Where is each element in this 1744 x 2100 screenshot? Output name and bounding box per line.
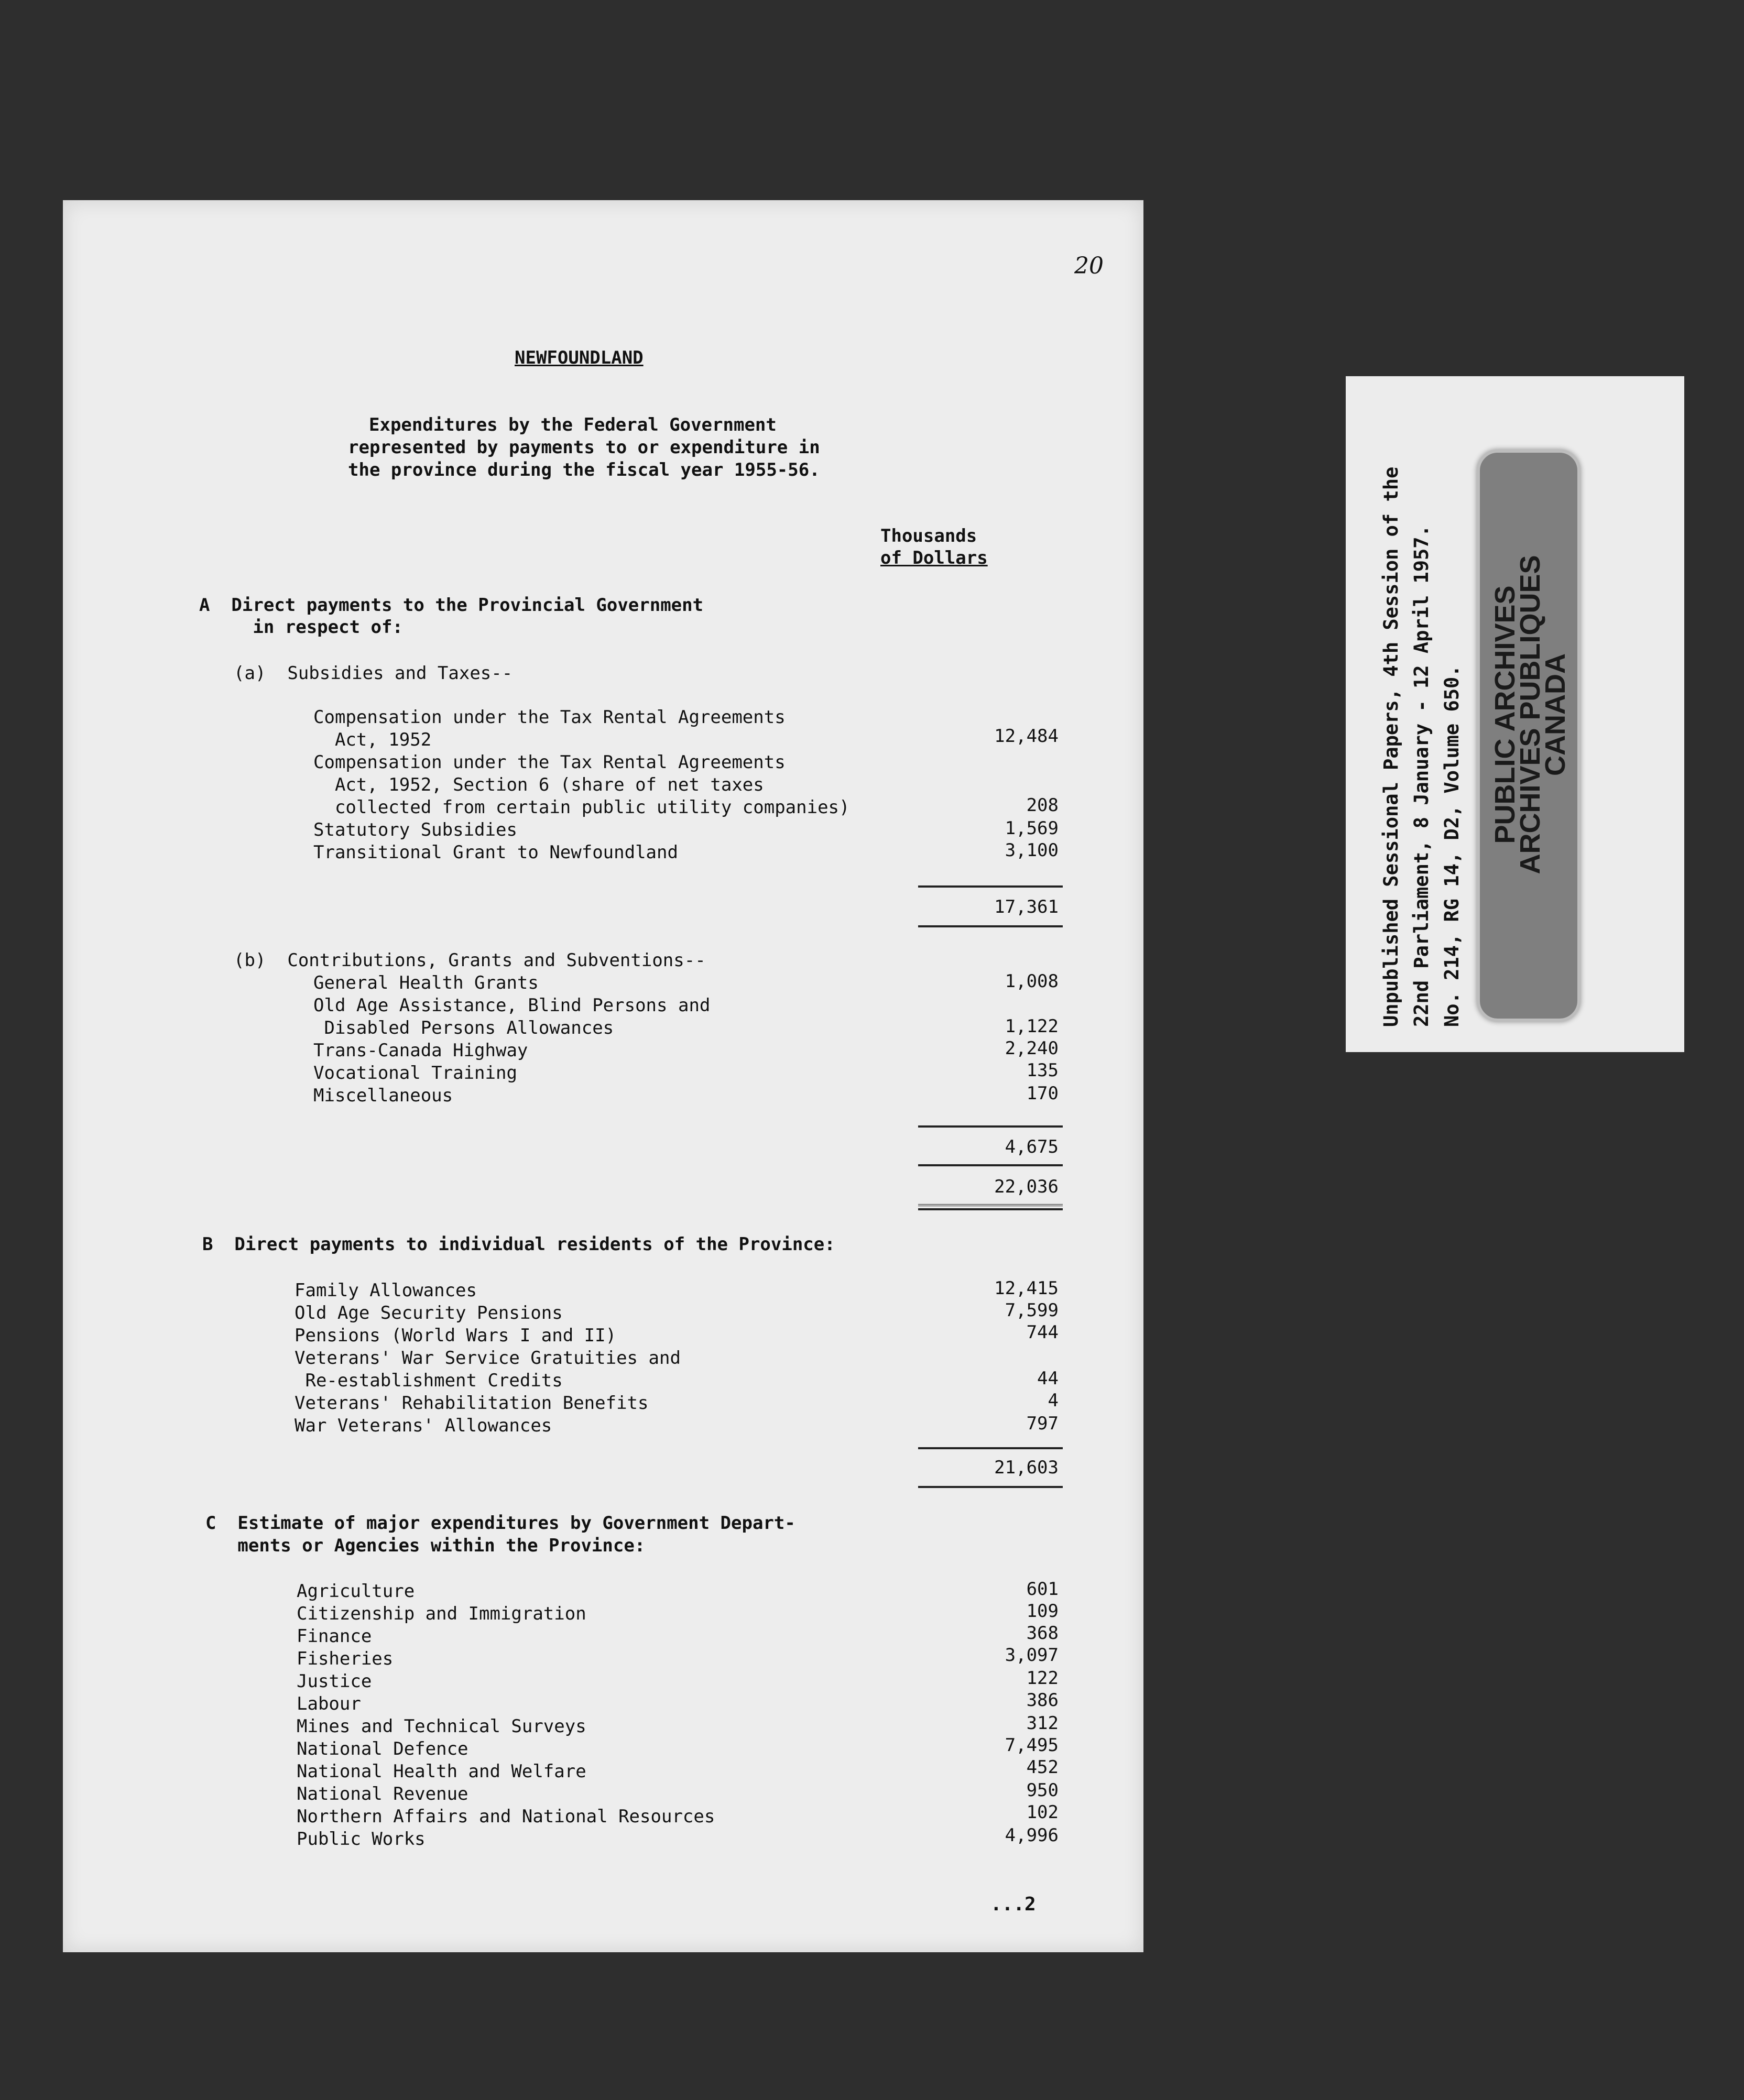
sc-item-8: National Defence [297,1738,468,1759]
a-subtotal-underline [918,925,1063,927]
b-item-3-line-1: Trans-Canada Highway [313,1040,528,1061]
section-b-total-rule [918,1447,1063,1449]
sb-item-5-value: 4 [1048,1390,1059,1411]
column-header-line-1: Thousands [880,526,977,546]
a-item-1-value: 12,484 [994,726,1059,747]
sc-item-12: Public Works [297,1829,426,1850]
a-item-4-line-1: Transitional Grant to Newfoundland [313,842,678,863]
sb-item-4-line-2: Re-establishment Credits [295,1370,563,1391]
a-item-3-value: 1,569 [1005,818,1059,839]
b-item-2-line-1: Old Age Assistance, Blind Persons and [313,995,711,1016]
sc-item-9-value: 452 [1026,1757,1059,1778]
a-subtotal-rule [918,885,1063,888]
page-number: 20 [1074,253,1104,279]
sc-item-10: National Revenue [297,1784,468,1804]
section-a-total-double-rule [918,1204,1063,1210]
a-item-2-line-3: collected from certain public utility companies) [313,797,850,818]
a-item-1-line-1: Compensation under the Tax Rental Agreements [313,707,786,728]
document-page [63,200,1143,1952]
sb-item-1-line-1: Family Allowances [295,1280,477,1301]
section-a-total-value: 22,036 [994,1176,1059,1197]
continued-marker: ...2 [990,1894,1036,1915]
sc-item-12-value: 4,996 [1005,1825,1059,1846]
sc-item-9: National Health and Welfare [297,1761,586,1782]
sc-item-11-value: 102 [1026,1802,1059,1823]
a-item-3-line-1: Statutory Subsidies [313,819,517,840]
section-b-total-value: 21,603 [994,1457,1059,1478]
b-item-3-value: 2,240 [1005,1038,1059,1059]
b-item-2-value: 1,122 [1005,1016,1059,1037]
sc-item-2-value: 109 [1026,1601,1059,1622]
sc-item-4-value: 3,097 [1005,1645,1059,1666]
sb-item-2-value: 7,599 [1005,1300,1059,1321]
b-item-5-value: 170 [1026,1083,1059,1104]
sb-item-6-value: 797 [1026,1413,1059,1434]
stamp-line-1: PUBLIC ARCHIVES [1489,585,1521,844]
stamp-line-2: ARCHIVES PUBLIQUES [1514,555,1546,874]
sb-item-3-line-1: Pensions (World Wars I and II) [295,1325,617,1346]
b-item-1-line-1: General Health Grants [313,972,539,993]
archive-caption [1376,377,1467,1027]
sc-item-7: Mines and Technical Surveys [297,1716,586,1737]
a-item-2-line-1: Compensation under the Tax Rental Agreements [313,752,786,773]
section-a-a-label: (a) Subsidies and Taxes-- [234,663,513,684]
section-a-heading-2: in respect of: [199,617,403,638]
sc-item-1: Agriculture [297,1581,415,1602]
archive-label [1346,376,1684,1052]
sc-item-7-value: 312 [1026,1713,1059,1734]
a-item-2-line-2: Act, 1952, Section 6 (share of net taxes [313,774,764,795]
sb-item-3-value: 744 [1026,1322,1059,1343]
sc-item-5: Justice [297,1671,372,1692]
section-c-heading-2: ments or Agencies within the Province: [205,1535,646,1556]
section-b-heading: B Direct payments to individual residents of the Province: [202,1234,835,1255]
archive-caption-line-1: Unpublished Sessional Papers, 4th Session of the [1380,466,1402,1027]
sc-item-5-value: 122 [1026,1668,1059,1689]
sb-item-1-value: 12,415 [994,1278,1059,1299]
sb-item-4-value: 44 [1037,1368,1059,1389]
sc-item-6: Labour [297,1693,361,1714]
section-c-heading-1: C Estimate of major expenditures by Government Depart- [205,1513,795,1534]
a-item-1-line-2: Act, 1952 [313,729,432,750]
a-item-4-value: 3,100 [1005,840,1059,861]
a-item-2-value: 208 [1026,795,1059,816]
sb-item-4-line-1: Veterans' War Service Gratuities and [295,1348,681,1369]
sc-item-3-value: 368 [1026,1623,1059,1644]
a-subtotal-value: 17,361 [994,896,1059,917]
section-a-heading-1: A Direct payments to the Provincial Government [199,595,704,616]
b-subtotal-underline [918,1164,1063,1166]
archives-stamp-text [1489,537,1571,893]
stamp-line-3: CANADA [1540,653,1571,776]
document-title: NEWFOUNDLAND [515,347,644,368]
subtitle-line-2: represented by payments to or expenditure in [348,437,820,458]
sc-item-4: Fisheries [297,1648,394,1669]
sc-item-2: Citizenship and Immigration [297,1603,586,1624]
sc-item-10-value: 950 [1026,1780,1059,1801]
section-b-total-underline [918,1486,1063,1488]
b-item-1-value: 1,008 [1005,971,1059,992]
sb-item-2-line-1: Old Age Security Pensions [295,1303,563,1324]
sc-item-6-value: 386 [1026,1690,1059,1711]
archive-caption-line-3: No. 214, RG 14, D2, Volume 650. [1441,665,1463,1027]
section-a-b-label: (b) Contributions, Grants and Subventions-- [234,950,706,971]
column-header-line-2: of Dollars [880,548,988,568]
archives-stamp [1477,450,1580,1022]
sc-item-11: Northern Affairs and National Resources [297,1806,715,1827]
sb-item-5-line-1: Veterans' Rehabilitation Benefits [295,1393,649,1414]
b-item-2-line-2: Disabled Persons Allowances [313,1018,614,1038]
b-subtotal-value: 4,675 [1005,1136,1059,1157]
sc-item-3: Finance [297,1626,372,1647]
b-item-4-value: 135 [1026,1060,1059,1081]
b-item-5-line-1: Miscellaneous [313,1085,453,1106]
sb-item-6-line-1: War Veterans' Allowances [295,1415,552,1436]
sc-item-1-value: 601 [1026,1579,1059,1600]
sc-item-8-value: 7,495 [1005,1735,1059,1756]
subtitle-line-3: the province during the fiscal year 1955-56. [348,460,820,480]
b-subtotal-rule [918,1125,1063,1128]
subtitle-line-1: Expenditures by the Federal Government [369,414,777,435]
b-item-4-line-1: Vocational Training [313,1063,517,1084]
archive-caption-line-2: 22nd Parliament, 8 January - 12 April 1957. [1410,525,1433,1027]
